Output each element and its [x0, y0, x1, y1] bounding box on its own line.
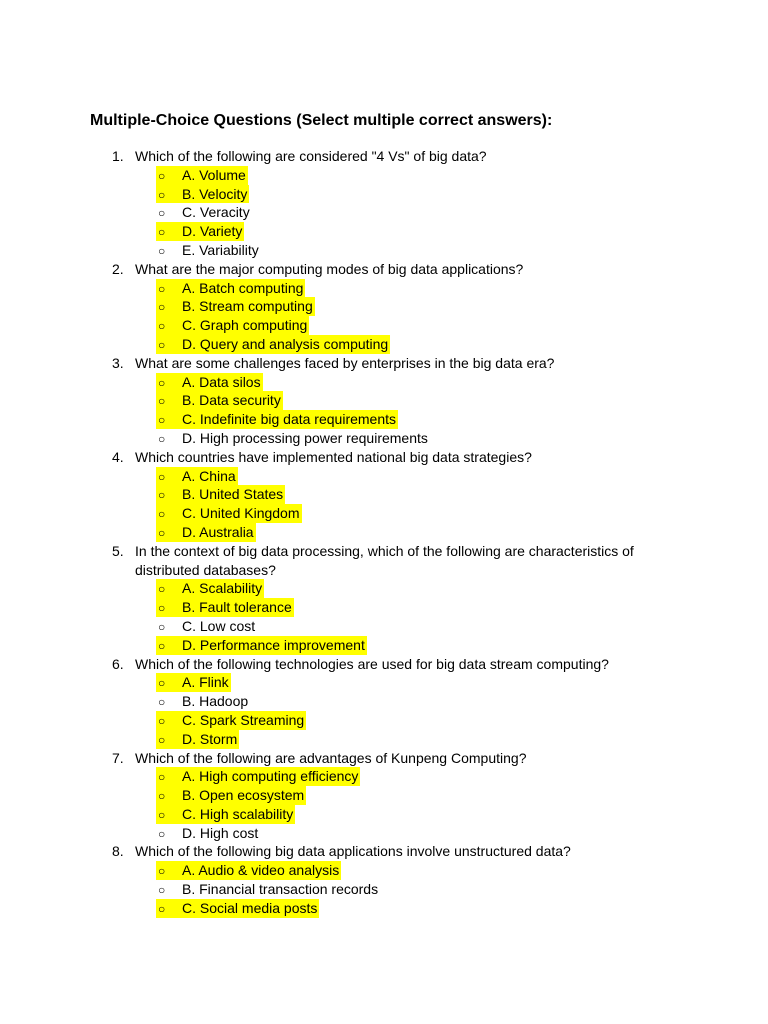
question-number: 2.	[112, 260, 124, 277]
option-item	[0, 880, 768, 899]
option-content	[156, 335, 390, 354]
option-content	[156, 617, 257, 636]
option-item-highlighted	[0, 166, 768, 185]
option-item-highlighted	[0, 523, 768, 542]
option-item-highlighted	[0, 636, 768, 655]
option-content	[156, 241, 261, 260]
option-label: B. Open ecosystem	[182, 787, 305, 804]
circle-bullet-icon: ○	[158, 375, 166, 390]
option-content	[156, 730, 239, 749]
option-label: B. Financial transaction records	[182, 881, 379, 898]
circle-bullet-icon: ○	[158, 488, 166, 503]
option-list	[0, 767, 768, 842]
option-label: C. Spark Streaming	[182, 711, 305, 728]
option-item-highlighted	[0, 316, 768, 335]
option-item-highlighted	[0, 579, 768, 598]
option-content	[156, 485, 285, 504]
option-content	[156, 373, 263, 392]
option-content	[156, 824, 260, 843]
circle-bullet-icon: ○	[158, 770, 166, 785]
option-item-highlighted	[0, 805, 768, 824]
option-label: A. China	[182, 467, 236, 484]
option-content	[156, 636, 367, 655]
circle-bullet-icon: ○	[158, 901, 166, 916]
option-list	[0, 373, 768, 448]
option-label: D. High processing power requirements	[182, 429, 428, 446]
option-label: B. Hadoop	[182, 693, 249, 710]
option-item-highlighted	[0, 297, 768, 316]
circle-bullet-icon: ○	[158, 864, 166, 879]
option-item-highlighted	[0, 467, 768, 486]
option-list	[0, 467, 768, 542]
option-label: A. Data silos	[182, 373, 261, 390]
question-text: Which of the following technologies are used for big data stream computing?	[135, 655, 609, 672]
option-content	[156, 786, 306, 805]
option-item-highlighted	[0, 335, 768, 354]
question-text: What are some challenges faced by enterprises in the big data era?	[135, 354, 555, 371]
option-label: C. Social media posts	[182, 899, 318, 916]
option-content	[156, 899, 319, 918]
question-row	[0, 842, 768, 861]
option-item-highlighted	[0, 504, 768, 523]
option-list	[0, 673, 768, 748]
question-row	[0, 542, 768, 580]
circle-bullet-icon: ○	[158, 507, 166, 522]
circle-bullet-icon: ○	[158, 601, 166, 616]
option-content	[156, 279, 305, 298]
question-item	[0, 842, 768, 917]
option-content	[156, 579, 264, 598]
circle-bullet-icon: ○	[158, 413, 166, 428]
option-item	[0, 617, 768, 636]
option-list	[0, 861, 768, 917]
question-row	[0, 354, 768, 373]
question-item	[0, 749, 768, 843]
option-item-highlighted	[0, 861, 768, 880]
question-text: Which of the following are considered "4 Vs" of big data?	[135, 148, 487, 164]
question-text: Which countries have implemented national big data strategies?	[135, 448, 532, 465]
option-item	[0, 824, 768, 843]
option-item	[0, 692, 768, 711]
option-content	[156, 297, 315, 316]
option-item	[0, 203, 768, 222]
question-number: 1.	[112, 148, 124, 164]
page-title: Multiple-Choice Questions (Select multiple correct answers):	[90, 112, 553, 129]
circle-bullet-icon: ○	[158, 695, 166, 710]
circle-bullet-icon: ○	[158, 337, 166, 352]
circle-bullet-icon: ○	[158, 469, 166, 484]
option-label: D. Variety	[182, 223, 243, 240]
option-item-highlighted	[0, 279, 768, 298]
option-item-highlighted	[0, 767, 768, 786]
question-list	[0, 147, 768, 918]
option-content	[156, 166, 248, 185]
question-number: 3.	[112, 354, 124, 371]
option-label: C. United Kingdom	[182, 505, 300, 522]
option-content	[156, 711, 306, 730]
question-item	[0, 655, 768, 749]
question-text: Which of the following are advantages of Kunpeng Computing?	[135, 749, 527, 766]
circle-bullet-icon: ○	[158, 394, 166, 409]
circle-bullet-icon: ○	[158, 206, 166, 221]
option-item	[0, 429, 768, 448]
option-label: B. Velocity	[182, 185, 248, 202]
circle-bullet-icon: ○	[158, 807, 166, 822]
circle-bullet-icon: ○	[158, 713, 166, 728]
option-item-highlighted	[0, 899, 768, 918]
circle-bullet-icon: ○	[158, 638, 166, 653]
circle-bullet-icon: ○	[158, 431, 166, 446]
circle-bullet-icon: ○	[158, 225, 166, 240]
option-label: D. Storm	[182, 730, 238, 747]
option-label: A. Batch computing	[182, 279, 304, 296]
circle-bullet-icon: ○	[158, 168, 166, 183]
question-item	[0, 354, 768, 448]
option-content	[156, 692, 250, 711]
option-label: E. Variability	[182, 241, 259, 258]
circle-bullet-icon: ○	[158, 582, 166, 597]
option-item-highlighted	[0, 730, 768, 749]
option-item-highlighted	[0, 222, 768, 241]
question-number: 6.	[112, 655, 124, 672]
circle-bullet-icon: ○	[158, 883, 166, 898]
option-label: C. High scalability	[182, 805, 294, 822]
option-item-highlighted	[0, 410, 768, 429]
option-label: D. Performance improvement	[182, 636, 365, 653]
option-item-highlighted	[0, 373, 768, 392]
option-item-highlighted	[0, 786, 768, 805]
question-number: 7.	[112, 749, 124, 766]
question-row	[0, 147, 768, 166]
option-list	[0, 166, 768, 260]
question-row	[0, 448, 768, 467]
option-content	[156, 203, 252, 222]
question-item	[0, 147, 768, 260]
option-label: A. Volume	[182, 166, 246, 183]
option-list	[0, 579, 768, 654]
circle-bullet-icon: ○	[158, 789, 166, 804]
option-label: C. Indefinite big data requirements	[182, 411, 397, 428]
question-text: What are the major computing modes of big data applications?	[135, 260, 524, 277]
circle-bullet-icon: ○	[158, 732, 166, 747]
option-label: B. Fault tolerance	[182, 599, 292, 616]
option-content	[156, 429, 430, 448]
option-content	[156, 185, 249, 204]
option-label: C. Graph computing	[182, 317, 308, 334]
option-item-highlighted	[0, 391, 768, 410]
option-label: B. Stream computing	[182, 298, 313, 315]
circle-bullet-icon: ○	[158, 300, 166, 315]
option-label: B. Data security	[182, 392, 281, 409]
question-item	[0, 542, 768, 655]
option-label: C. Veracity	[182, 204, 250, 221]
question-number: 8.	[112, 843, 124, 860]
option-label: D. High cost	[182, 824, 259, 841]
option-content	[156, 467, 238, 486]
circle-bullet-icon: ○	[158, 676, 166, 691]
option-content	[156, 504, 302, 523]
circle-bullet-icon: ○	[158, 619, 166, 634]
option-content	[156, 222, 244, 241]
option-item	[0, 241, 768, 260]
option-content	[156, 598, 294, 617]
option-label: A. Flink	[182, 674, 229, 691]
option-content	[156, 316, 309, 335]
question-row	[0, 655, 768, 674]
option-item-highlighted	[0, 598, 768, 617]
question-item	[0, 260, 768, 354]
option-item-highlighted	[0, 673, 768, 692]
option-content	[156, 391, 283, 410]
option-label: B. United States	[182, 486, 284, 503]
question-text: In the context of big data processing, which of the following are characteristics of distributed databases?	[135, 542, 634, 578]
option-label: D. Query and analysis computing	[182, 335, 389, 352]
option-content	[156, 523, 256, 542]
option-item-highlighted	[0, 185, 768, 204]
circle-bullet-icon: ○	[158, 187, 166, 202]
circle-bullet-icon: ○	[158, 319, 166, 334]
option-label: C. Low cost	[182, 617, 256, 634]
question-item	[0, 448, 768, 542]
question-row	[0, 749, 768, 768]
option-label: A. High computing efficiency	[182, 768, 359, 785]
option-label: A. Scalability	[182, 580, 263, 597]
option-list	[0, 279, 768, 354]
option-content	[156, 805, 295, 824]
option-content	[156, 410, 398, 429]
option-item-highlighted	[0, 485, 768, 504]
circle-bullet-icon: ○	[158, 826, 166, 841]
circle-bullet-icon: ○	[158, 243, 166, 258]
option-content	[156, 673, 231, 692]
option-content	[156, 861, 341, 880]
option-label: D. Australia	[182, 523, 254, 540]
option-item-highlighted	[0, 711, 768, 730]
option-content	[156, 880, 380, 899]
circle-bullet-icon: ○	[158, 281, 166, 296]
option-label: A. Audio & video analysis	[182, 862, 340, 879]
question-number: 5.	[112, 542, 124, 559]
question-number: 4.	[112, 448, 124, 465]
question-text: Which of the following big data applications involve unstructured data?	[135, 843, 571, 860]
option-content	[156, 767, 360, 786]
question-row	[0, 260, 768, 279]
circle-bullet-icon: ○	[158, 525, 166, 540]
